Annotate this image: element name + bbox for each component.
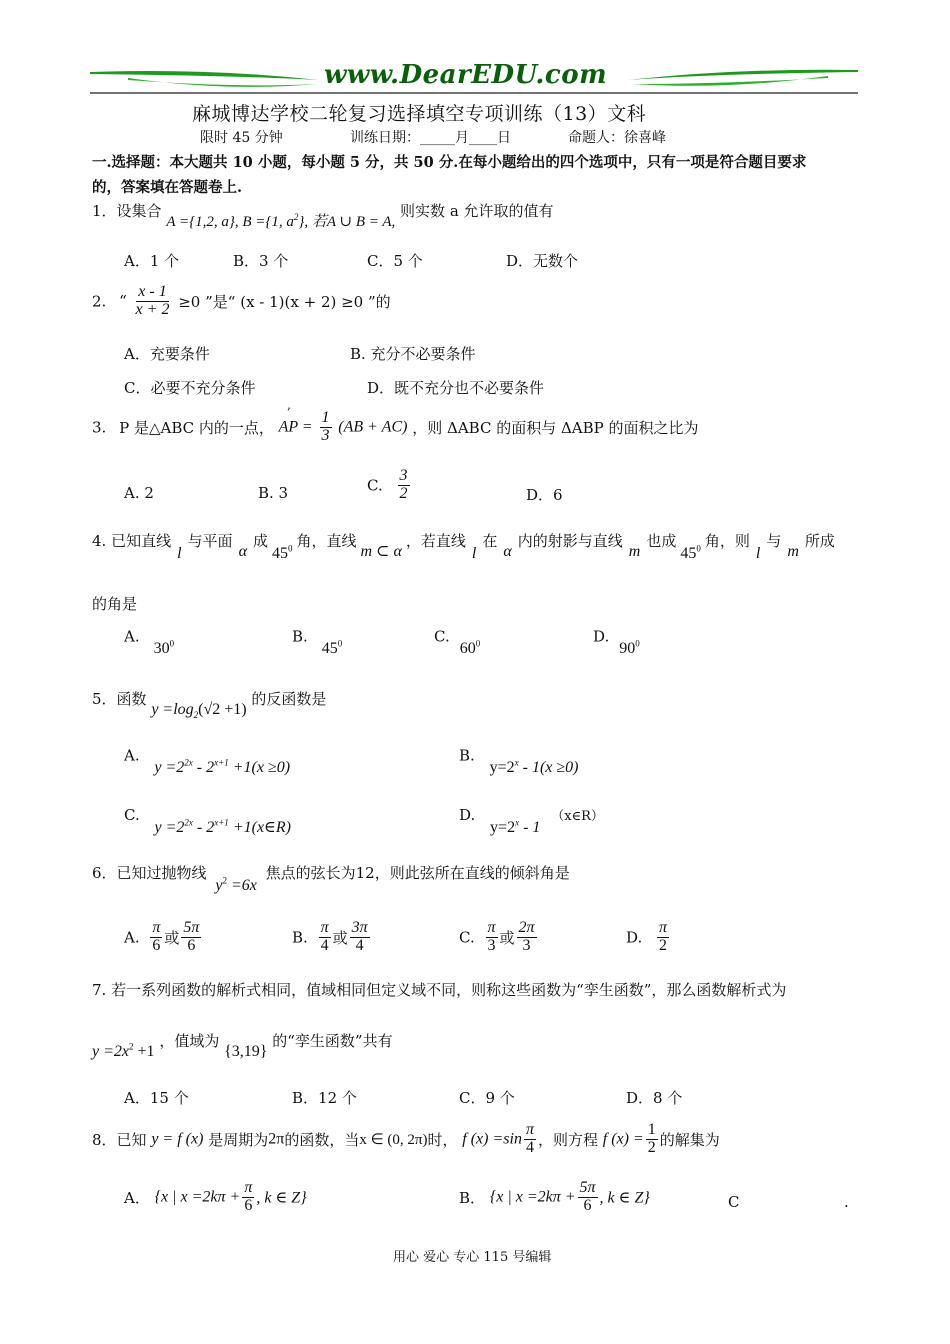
q6-option-c[interactable]: C. $\frac{\pi}{3}$ 或 $\frac{2\pi}{3}$ <box>459 919 535 954</box>
q7-option-a[interactable]: A．15 个 <box>124 1089 189 1107</box>
q3-option-c[interactable]: C. $\frac{3}{2}$ <box>367 467 408 502</box>
q2-stem: 2. “ $\frac{x - 1}{x + 2}$ ≥0 ”是“ (x - 1)(x + 2) ≥0 ”的 <box>92 283 391 318</box>
q5-expr: $y =\log_2(√2 +1)$ <box>151 701 247 721</box>
date-label: 训练日期：_____月____日 <box>350 130 511 146</box>
q2-number: 2. <box>92 292 107 311</box>
q5-option-b[interactable]: B. $y=2^x - 1(x \ge 0)$ <box>459 746 579 777</box>
q7-stem-line1: 7. 若一系列函数的解析式相同，值域相同但定义域不同，则称这些函数为“孪生函数”，那么函数解析式为 <box>92 981 787 999</box>
q3-text2: ，则 ΔABC 的面积与 ΔABP 的面积之比为 <box>412 418 699 437</box>
q3-option-d[interactable]: D．6 <box>526 486 563 504</box>
time-limit: 限时 45 分钟 <box>200 130 283 146</box>
q7-stem-line2: $y =2x^2 +1$ ，值域为 {3,19} 的“孪生函数”共有 <box>92 1032 393 1060</box>
header-logo <box>88 62 860 98</box>
q1-option-c[interactable]: C．5 个 <box>367 252 423 270</box>
q4-stem-line2: 的角是 <box>92 595 138 613</box>
q4-option-b[interactable]: $B.45^0$ <box>292 627 343 658</box>
q1-tail: 则实数 a 允许取的值有 <box>400 202 554 220</box>
q7-option-c[interactable]: C．9 个 <box>459 1089 515 1107</box>
q5-option-d[interactable]: D. $y=2^x - 1$ （x∈R） <box>459 806 604 836</box>
author: 命题人：徐喜峰 <box>568 130 666 146</box>
q2-option-a[interactable]: A．充要条件 <box>124 345 210 363</box>
q4-stem-line1: 4. 已知直线l与平面α成$45^0$ 角，直线m ⊂ α，若直线l在α内的射影与直线m也成$45^0$ 角，则l与m所成 <box>92 532 835 562</box>
q3-option-a[interactable]: A. 2 <box>124 484 154 502</box>
q2-mid: ≥0 ”是“ (x - 1)(x + 2) ≥0 ”的 <box>178 292 391 311</box>
q8-dot: . <box>844 1193 849 1211</box>
q3-mark: ‚ <box>287 398 291 412</box>
page-title: 麻城博达学校二轮复习选择填空专项训练（13）文科 <box>192 103 647 125</box>
q3-expr-b: (AB + AC) <box>338 418 408 436</box>
section-heading: 一.选择题：本大题共 10 小题，每小题 5 分，共 50 分.在每小题给出的四个选项中，只有一项是符合题目要求 <box>92 154 807 171</box>
q7-option-d[interactable]: D．8 个 <box>626 1089 683 1107</box>
q3-stem <box>92 410 699 445</box>
q1-number: 1．设集合 <box>92 202 162 220</box>
q3-option-b[interactable]: B. 3 <box>258 484 289 502</box>
q3-text1: P 是△ABC 内的一点， <box>119 418 274 437</box>
q1-expr: A ={1,2, a}, B ={1, $a^2$}, 若A ∪ B = A, <box>166 212 396 230</box>
q8-option-a[interactable]: A． {x | x =2kπ + $\frac{\pi}{6}$ , k ∈ Z} <box>124 1179 307 1214</box>
q8-option-b[interactable]: B． {x | x =2kπ + $\frac{5\pi}{6}$ , k ∈ Z} <box>459 1179 650 1214</box>
q1-option-b[interactable]: B．3 个 <box>233 252 289 270</box>
q4-option-d[interactable]: $D.90^0$ <box>593 627 640 658</box>
page-footer: 用心 爱心 专心 115 号编辑 <box>393 1250 552 1265</box>
q6-option-d[interactable]: D. $\frac{\pi}{2}$ <box>626 919 668 954</box>
q6-option-a[interactable]: A. $\frac{\pi}{6}$ 或 $\frac{5\pi}{6}$ <box>124 919 200 954</box>
q1-stem <box>92 200 554 230</box>
q2-option-d[interactable]: D．既不充分也不必要条件 <box>367 379 545 397</box>
q5-option-a[interactable]: A. $y =2^{2x} - 2^{x+1} +1(x \ge 0)$ <box>124 746 291 777</box>
q7-option-b[interactable]: B．12 个 <box>292 1089 357 1107</box>
q3-fraction: $\frac{1}{3}$ <box>321 409 330 444</box>
q2-fraction: $\frac{x - 1}{x + 2}$ <box>135 283 170 318</box>
q8-option-c[interactable]: C <box>728 1193 740 1211</box>
q1-option-a[interactable]: A．1 个 <box>124 252 180 270</box>
q6-option-b[interactable]: B. $\frac{\pi}{4}$ 或 $\frac{3\pi}{4}$ <box>292 919 368 954</box>
q3-expr-a: AP = <box>278 418 313 436</box>
q4-option-a[interactable]: $A.30^0$ <box>124 627 175 658</box>
q2-option-c[interactable]: C．必要不充分条件 <box>124 379 256 397</box>
q1-option-d[interactable]: D．无数个 <box>506 252 579 270</box>
q5-option-c[interactable]: C. $y =2^{2x} - 2^{x+1}$ +1(x∈R) <box>124 806 291 836</box>
q4-option-c[interactable]: $C.60^0$ <box>434 627 481 658</box>
q3-number: 3. <box>92 418 107 437</box>
q8-stem: 8．已知 y = f (x) 是周期为2π的函数，当x ∈ (0, 2π)时， f (x) =sin $\frac{\pi}{4}$ ，则方程 f (x) = $\frac{1}{2}$ 的解集为 <box>92 1121 720 1156</box>
q3-option-c-fraction: $\frac{3}{2}$ <box>399 467 408 502</box>
q6-stem: 6．已知过抛物线 $y^2 =6x$ 焦点的弦长为12，则此弦所在直线的倾斜角是 <box>92 864 570 894</box>
q5-stem: 5．函数 $y =\log_2(√2 +1)$ 的反函数是 <box>92 690 327 721</box>
q2-option-b[interactable]: B. 充分不必要条件 <box>350 345 476 363</box>
logo-text: www.DearEDU.com <box>324 60 608 90</box>
section-heading-2: 的，答案填在答题卷上. <box>92 179 243 196</box>
